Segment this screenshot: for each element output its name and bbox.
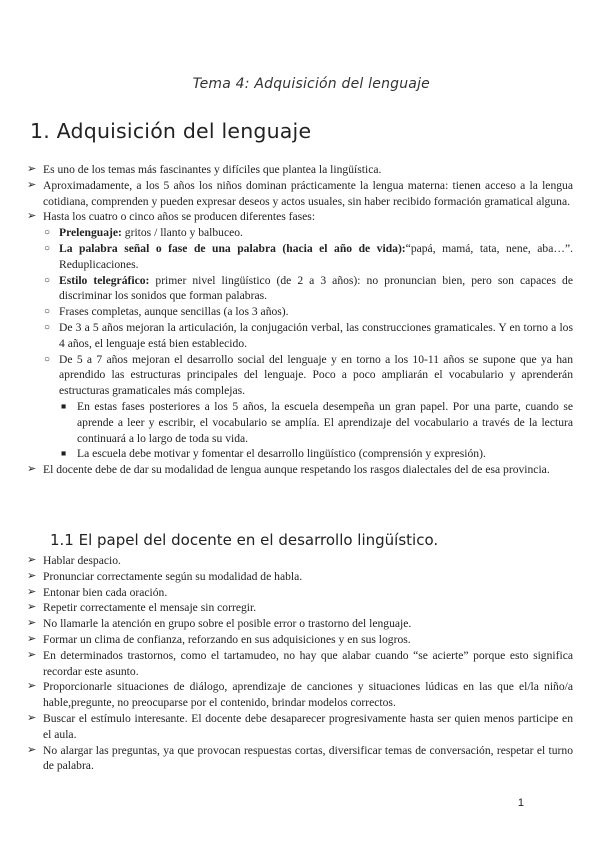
arrow-bullet-icon: ➢ xyxy=(27,210,37,223)
arrow-bullet-icon: ➢ xyxy=(27,648,37,661)
arrow-bullet-icon: ➢ xyxy=(27,178,37,191)
list-item: ➢ Buscar el estímulo interesante. El docente debe desaparecer progresivamente hasta ser quien menos participe en el aula. xyxy=(27,711,573,741)
circle-bullet-icon: ○ xyxy=(44,242,51,254)
arrow-bullet-icon: ➢ xyxy=(27,569,37,582)
arrow-bullet-icon: ➢ xyxy=(27,680,37,693)
list-item: ➢ Es uno de los temas más fascinantes y difíciles que plantea la lingüística. xyxy=(27,163,382,176)
list-item: ➢ Formar un clima de confianza, reforzando en sus adquisiciones y en sus logros. xyxy=(27,632,411,646)
document-header-title: Tema 4: Adquisición del lenguaje xyxy=(192,76,430,92)
arrow-bullet-icon: ➢ xyxy=(27,617,37,630)
sub-list-item: ○ Prelenguaje: gritos / llanto y balbuceo. xyxy=(44,226,243,240)
list-item: ➢ Entonar bien cada oración. xyxy=(27,585,168,599)
arrow-bullet-icon: ➢ xyxy=(27,711,37,724)
circle-bullet-icon: ○ xyxy=(44,274,51,286)
sub-list-item: ○ Frases completas, aunque sencillas (a los 3 años). xyxy=(44,305,289,319)
arrow-bullet-icon: ➢ xyxy=(27,463,37,476)
list-item: ➢ Repetir correctamente el mensaje sin corregir. xyxy=(27,601,257,615)
circle-bullet-icon: ○ xyxy=(44,353,51,365)
list-item: ➢ Aproximadamente, a los 5 años los niños dominan prácticamente la lengua materna: tienen acceso a la lengua cotidiana, comprenden y pueden expresar deseos y actos usuales, sin haber recibido formación gramatical alguna. xyxy=(27,178,573,208)
section-2-list xyxy=(27,553,573,774)
list-item: ➢ Pronunciar correctamente según su modalidad de habla. xyxy=(27,569,303,583)
arrow-bullet-icon: ➢ xyxy=(27,601,37,614)
sub-list-item: ○ La palabra señal o fase de una palabra (hacia el año de vida):“papá, mamá, tata, nene, aba…”. Reduplicaciones. xyxy=(44,241,573,271)
circle-bullet-icon: ○ xyxy=(44,306,51,318)
section-heading: 1. Adquisición del lenguaje xyxy=(30,119,312,143)
sub-sub-list-item: ■ La escuela debe motivar y fomentar el desarrollo lingüístico (comprensión y expresión). xyxy=(61,447,486,461)
sub-list-item: ○ Estilo telegráfico: primer nivel lingüístico (de 2 a 3 años): no pronuncian bien, pero son capaces de discriminar los sonidos que forman palabras. xyxy=(44,273,573,303)
list-item: ➢ No alargar las preguntas, ya que provocan respuestas cortas, diversificar temas de conversación, respetar el turno de palabra. xyxy=(27,743,573,773)
subsection-heading: 1.1 El papel del docente en el desarrollo lingüístico. xyxy=(50,531,439,549)
list-item: ➢ No llamarle la atención en grupo sobre el posible error o trastorno del lenguaje. xyxy=(27,617,412,631)
section-1-list xyxy=(27,162,573,478)
square-bullet-icon: ■ xyxy=(61,448,67,459)
circle-bullet-icon: ○ xyxy=(44,321,51,333)
list-item: ➢ En determinados trastornos, como el tartamudeo, no hay que alabar cuando “se acierte” porque esto significa recordar este asunto. xyxy=(27,648,573,678)
arrow-bullet-icon: ➢ xyxy=(27,554,37,566)
sub-list-item: ○ De 5 a 7 años mejoran el desarrollo social del lenguaje y en torno a los 10-11 años se supone que ya han aprendido las estructuras principales del lenguaje. Poco a poco ampliarán el vocabulario y aprenderán estructuras gramaticales más complejas. xyxy=(44,352,573,398)
page-number: 1 xyxy=(517,797,524,809)
arrow-bullet-icon: ➢ xyxy=(27,632,37,645)
arrow-bullet-icon: ➢ xyxy=(27,743,37,756)
list-item: ➢ Hasta los cuatro o cinco años se producen diferentes fases: xyxy=(27,210,316,224)
sub-list-item: ○ De 3 a 5 años mejoran la articulación, la conjugación verbal, las construcciones gramaticales. Y en torno a los 4 años, el lenguaje está bien establecido. xyxy=(44,320,573,350)
list-item: ➢ El docente debe de dar su modalidad de lengua aunque respetando los rasgos dialectales del de esa provincia. xyxy=(27,463,550,477)
square-bullet-icon: ■ xyxy=(61,400,67,411)
arrow-bullet-icon: ➢ xyxy=(27,163,37,175)
circle-bullet-icon: ○ xyxy=(44,227,51,239)
sub-sub-list-item: ■ En estas fases posteriores a los 5 años, la escuela desempeña un gran papel. Por una parte, cuando se aprende a leer y escribir, el vocabulario se amplía. El aprendizaje del vocabulario a través de la lectura continuará a lo largo de toda su vida. xyxy=(61,399,573,445)
list-item: ➢ Proporcionarle situaciones de diálogo, aprendizaje de canciones y situaciones lúdicas en las que el/la niño/a hable,pregunte, no preocuparse por el contenido, brindar modelos correctos. xyxy=(27,680,573,710)
arrow-bullet-icon: ➢ xyxy=(27,585,37,598)
list-item: ➢ Hablar despacio. xyxy=(27,554,121,567)
